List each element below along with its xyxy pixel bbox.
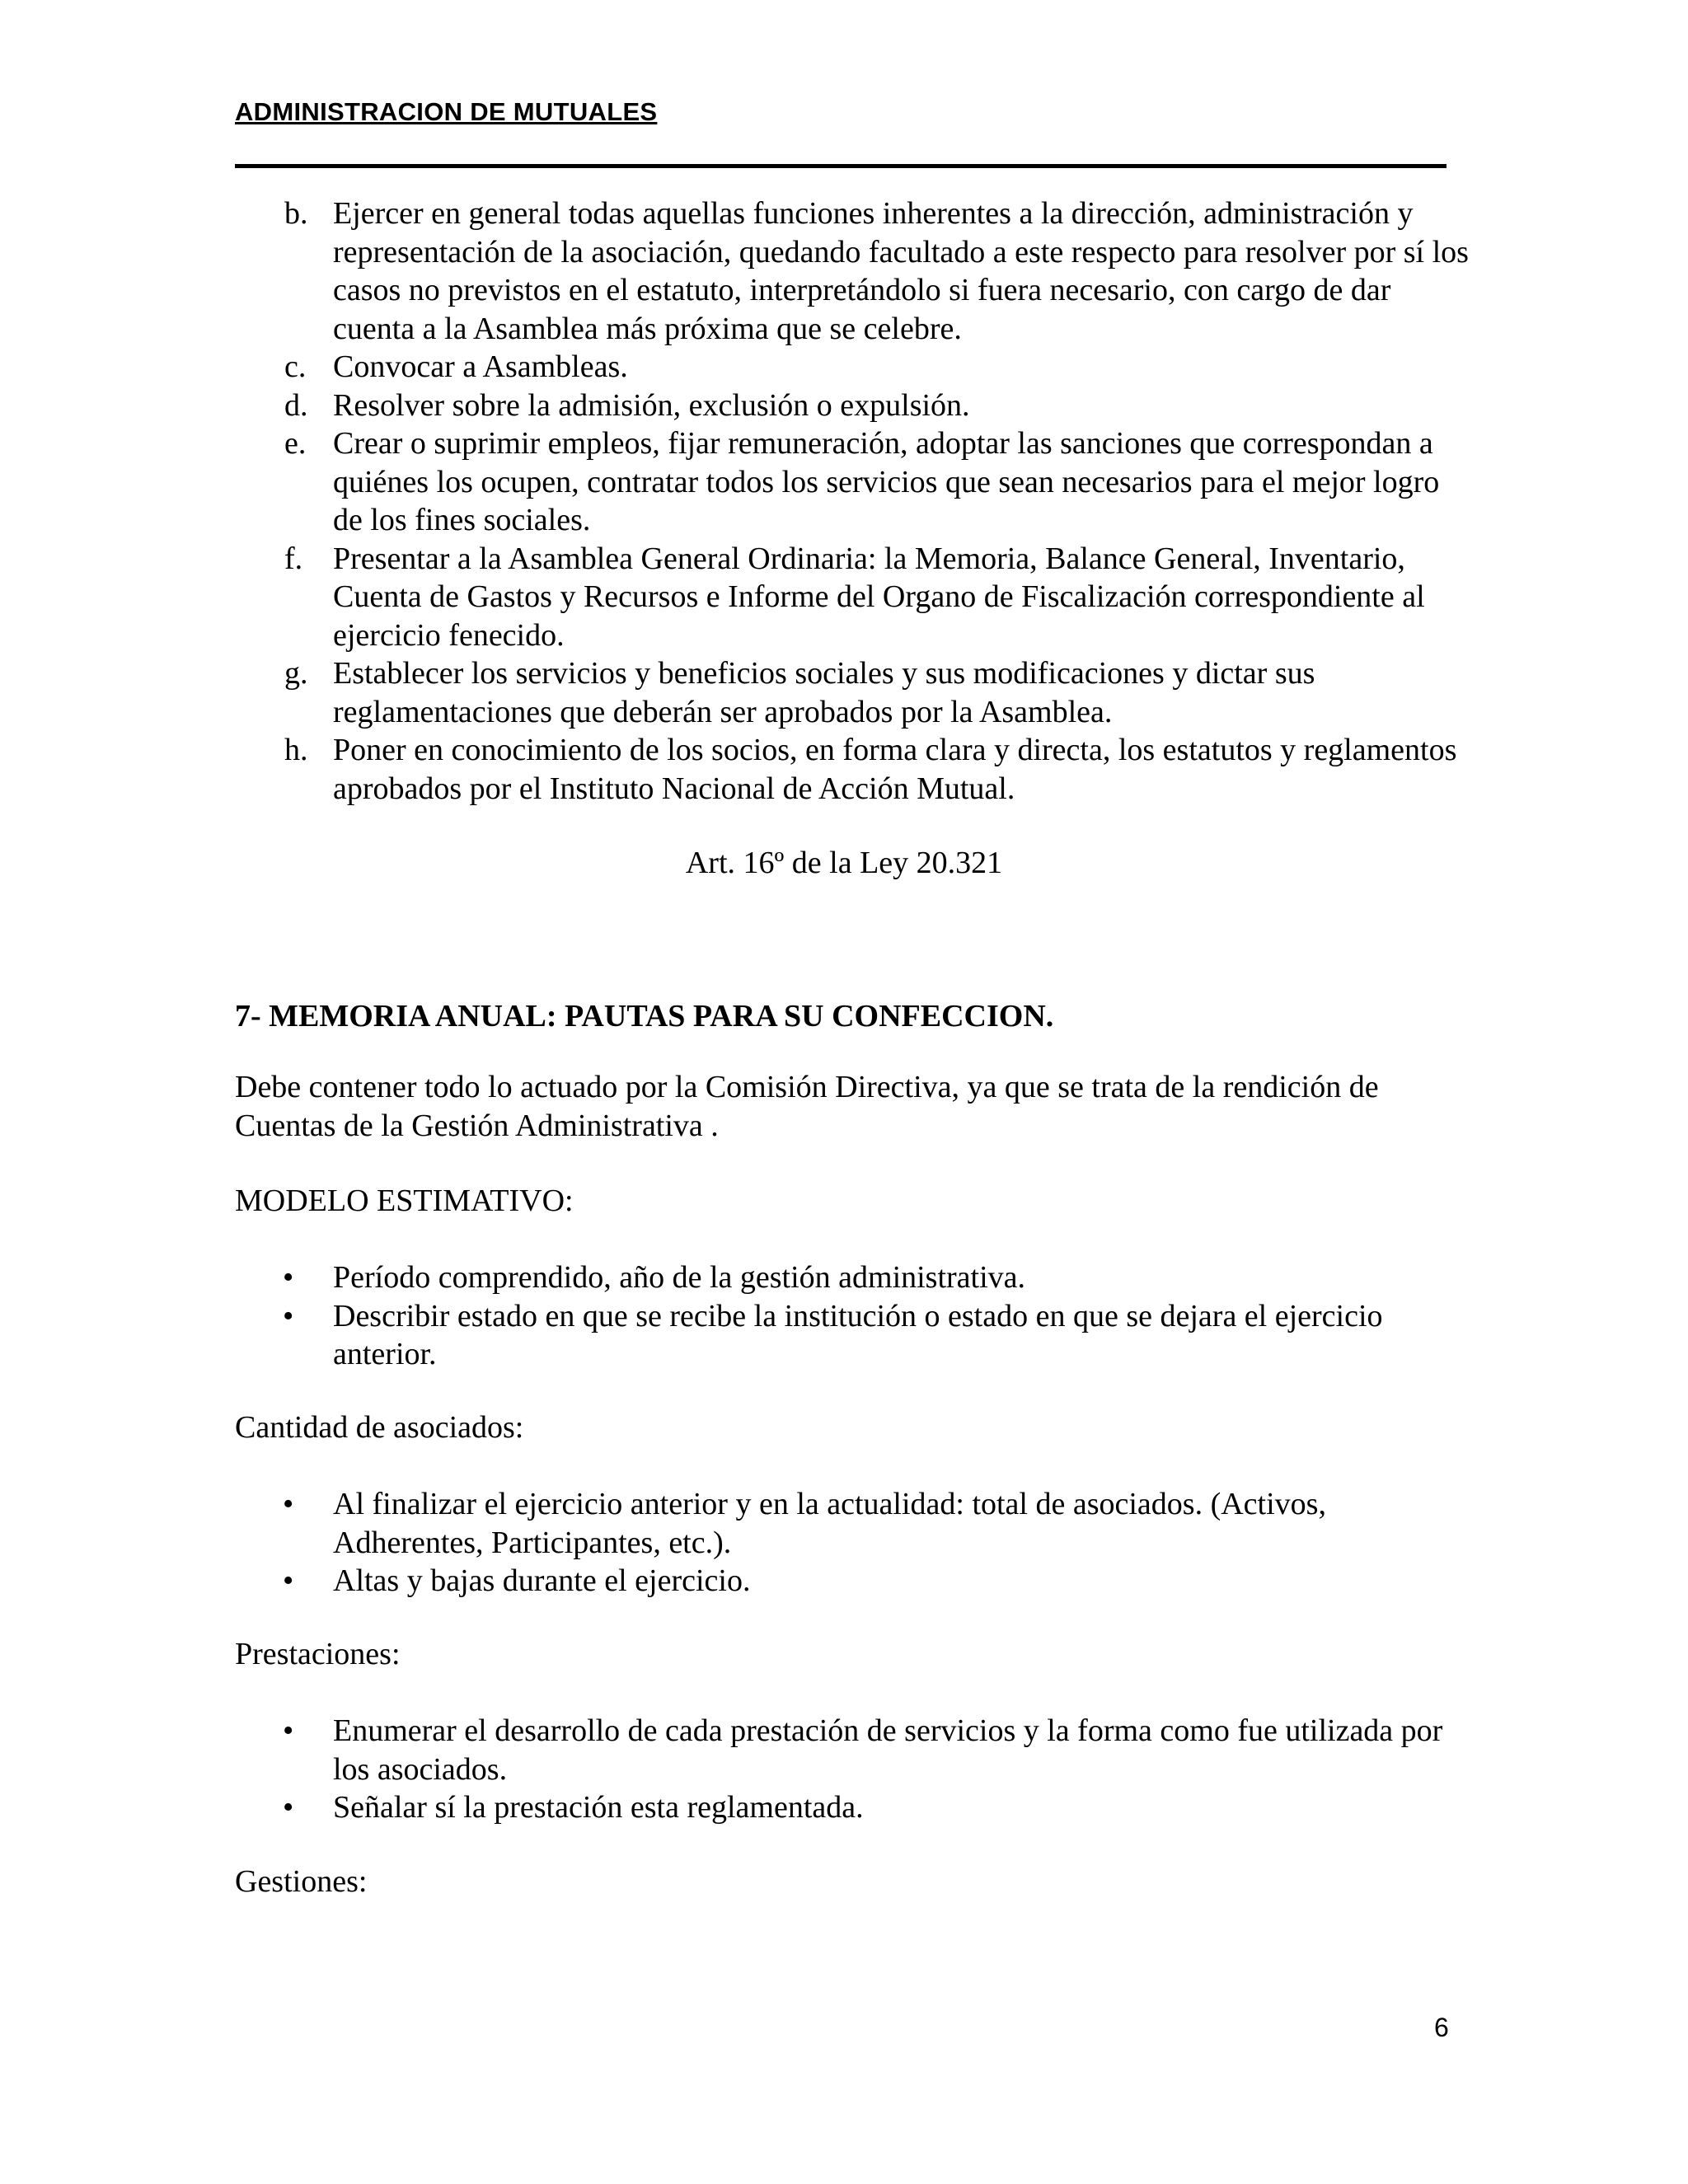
model-label: MODELO ESTIMATIVO: [235, 1183, 574, 1218]
list-item-text: Período comprendido, año de la gestión administrativa. [333, 1260, 1026, 1295]
list-item-text: Describir estado en que se recibe la institución o estado en que se dejara el ejercicio anterior. [333, 1298, 1383, 1371]
bullet-icon: • [283, 1790, 294, 1825]
section-title: 7- MEMORIA ANUAL: PAUTAS PARA SU CONFECCION. [235, 999, 1054, 1033]
list-marker: f. [284, 541, 303, 576]
page-header-title: ADMINISTRACION DE MUTUALES [235, 97, 658, 126]
list-item [235, 540, 1471, 655]
bullet-icon: • [283, 1487, 294, 1521]
list-item [235, 1788, 1471, 1827]
list-item [235, 1712, 1471, 1788]
services-label: Prestaciones: [235, 1637, 401, 1671]
list-marker: g. [284, 656, 308, 691]
list-item [235, 731, 1471, 808]
list-marker: d. [284, 387, 308, 423]
bullet-icon: • [283, 1260, 294, 1295]
list-item [235, 1297, 1471, 1374]
list-item-text: Poner en conocimiento de los socios, en forma clara y directa, los estatutos y reglamentos aprobados por el Instituto Nacional de Acción Mutual. [333, 733, 1457, 806]
list-item [235, 1485, 1471, 1562]
list-item-text: Crear o suprimir empleos, fijar remuneración, adoptar las sanciones que correspondan a quiénes los ocupen, contratar todos los servicios que sean necesarios para el mejor logro de los fines sociales. [333, 426, 1440, 537]
services-bullet-list [235, 1712, 1471, 1827]
list-item [235, 1258, 1471, 1297]
list-item-text: Enumerar el desarrollo de cada prestación de servicios y la forma como fue utilizada por los asociados. [333, 1713, 1443, 1787]
list-marker: c. [284, 349, 307, 384]
article-reference: Art. 16º de la Ley 20.321 [685, 846, 1003, 880]
section-intro: Debe contener todo lo actuado por la Comisión Directiva, ya que se trata de la rendición de Cuentas de la Gestión Administrativa . [235, 1070, 1379, 1143]
list-item-text: Señalar sí la prestación esta reglamentada. [333, 1790, 864, 1825]
list-item-text: Altas y bajas durante el ejercicio. [333, 1563, 751, 1598]
list-item [235, 1562, 1471, 1601]
list-item-text: Establecer los servicios y beneficios sociales y sus modificaciones y dictar sus reglamentaciones que deberán ser aprobados por la Asamblea. [333, 656, 1315, 729]
page-number: 6 [1434, 2013, 1449, 2042]
list-item [235, 387, 1471, 425]
duties-list [235, 194, 1471, 808]
list-item [235, 654, 1471, 731]
list-marker: e. [284, 426, 307, 461]
associates-bullet-list [235, 1485, 1471, 1601]
list-item-text: Al finalizar el ejercicio anterior y en la actualidad: total de asociados. (Activos, Adherentes, Participantes, etc.). [333, 1487, 1326, 1560]
list-item-text: Resolver sobre la admisión, exclusión o expulsión. [333, 387, 970, 423]
list-item-text: Presentar a la Asamblea General Ordinaria: la Memoria, Balance General, Inventario, Cuenta de Gastos y Recursos e Informe del Organo de Fiscalización correspondiente al ejercicio fenecido. [333, 541, 1425, 653]
model-bullet-list [235, 1258, 1471, 1374]
list-marker: h. [284, 733, 308, 767]
management-label: Gestiones: [235, 1864, 368, 1899]
bullet-icon: • [283, 1298, 294, 1333]
list-item-text: Convocar a Asambleas. [333, 349, 628, 384]
list-item [235, 424, 1471, 540]
list-item-text: Ejercer en general todas aquellas funciones inherentes a la dirección, administración y representación de la asociación, quedando facultado a este respecto para resolver por sí los casos no previstos en el estatuto, interpretándolo si fuera necesario, con cargo de dar cuenta a la Asamblea más próxima que se celebre. [333, 196, 1469, 346]
bullet-icon: • [283, 1713, 294, 1748]
header-rule [235, 164, 1447, 168]
list-marker: b. [284, 196, 308, 231]
list-item [235, 194, 1471, 348]
associates-label: Cantidad de asociados: [235, 1410, 524, 1445]
list-item [235, 348, 1471, 387]
bullet-icon: • [283, 1563, 294, 1598]
